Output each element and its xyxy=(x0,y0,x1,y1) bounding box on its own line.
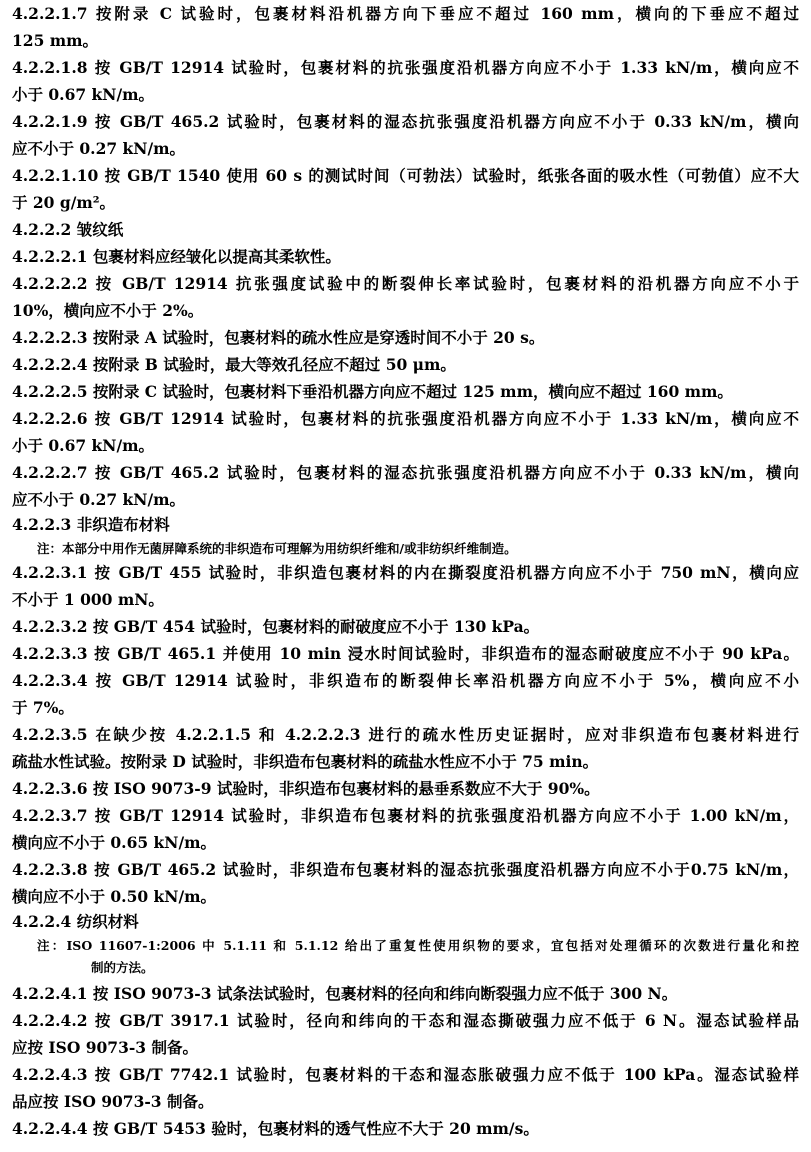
clause-continuation: 应按 ISO 9073-3 制备。 xyxy=(12,1038,198,1057)
note-nonwoven: 注：本部分中用作无菌屏障系统的非织造布可理解为用纺织纤维和/或非纺织纤维制造。 xyxy=(37,541,517,556)
clause-4-2-2-4-3: 4.2.2.4.3 按 GB/T 7742.1 试验时，包裹材料的干态和湿态胀破强力应不低于 100 kPa。湿态试验样 xyxy=(12,1065,799,1084)
clause-continuation: 应不小于 0.27 kN/m。 xyxy=(12,139,186,158)
clause-continuation: 横向应不小于 0.50 kN/m。 xyxy=(12,887,217,906)
clause-continuation: 应不小于 0.27 kN/m。 xyxy=(12,490,186,509)
clause-continuation: 小于 0.67 kN/m。 xyxy=(12,85,155,104)
clause-4-2-2-4-1: 4.2.2.4.1 按 ISO 9073-3 试条法试验时，包裹材料的径向和纬向断裂强力应不低于 300 N。 xyxy=(12,984,678,1003)
note-textile: 注：ISO 11607-1:2006 中 5.1.11 和 5.1.12 给出了重复性使用织物的要求，宜包括对处理循环的次数进行量化和控 xyxy=(37,938,799,953)
clause-continuation: 125 mm。 xyxy=(12,31,99,50)
clause-4-2-2-4-4: 4.2.2.4.4 按 GB/T 5453 验时，包裹材料的透气性应不大于 20 mm/s。 xyxy=(12,1119,539,1138)
clause-continuation: 小于 0.67 kN/m。 xyxy=(12,436,155,455)
clause-4-2-2-2-2: 4.2.2.2.2 按 GB/T 12914 抗张强度试验中的断裂伸长率试验时，包裹材料的沿机器方向应不小于 xyxy=(12,274,799,293)
clause-4-2-2-3-5: 4.2.2.3.5 在缺少按 4.2.2.1.5 和 4.2.2.2.3 进行的疏水性历史证据时，应对非织造布包裹材料进行 xyxy=(12,725,799,744)
clause-4-2-2-2-4: 4.2.2.2.4 按附录 B 试验时，最大等效孔径应不超过 50 μm。 xyxy=(12,355,456,374)
note-textile-continuation: 制的方法。 xyxy=(91,960,154,975)
section-heading-nonwoven: 4.2.2.3 非织造布材料 xyxy=(12,515,170,534)
clause-4-2-2-2-5: 4.2.2.2.5 按附录 C 试验时，包裹材料下垂沿机器方向应不超过 125 mm，横向应不超过 160 mm。 xyxy=(12,382,733,401)
section-heading-textile: 4.2.2.4 纺织材料 xyxy=(12,912,139,931)
clause-4-2-2-3-8: 4.2.2.3.8 按 GB/T 465.2 试验时，非织造布包裹材料的湿态抗张强度沿机器方向应不小于0.75 kN/m， xyxy=(12,860,799,879)
clause-continuation: 于 20 g/m²。 xyxy=(12,193,116,212)
clause-continuation: 10%，横向应不小于 2%。 xyxy=(12,301,204,320)
clause-4-2-2-2-1: 4.2.2.2.1 包裹材料应经皱化以提高其柔软性。 xyxy=(12,247,341,266)
clause-4-2-2-3-1: 4.2.2.3.1 按 GB/T 455 试验时，非织造包裹材料的内在撕裂度沿机器方向应不小于 750 mN，横向应 xyxy=(12,563,799,582)
clause-4-2-2-1-8: 4.2.2.1.8 按 GB/T 12914 试验时，包裹材料的抗张强度沿机器方向应不小于 1.33 kN/m，横向应不 xyxy=(12,58,799,77)
clause-4-2-2-3-3: 4.2.2.3.3 按 GB/T 465.1 并使用 10 min 浸水时间试验时，非织造布的湿态耐破度应不小于 90 kPa。 xyxy=(12,644,799,663)
clause-4-2-2-2-6: 4.2.2.2.6 按 GB/T 12914 试验时，包裹材料的抗张强度沿机器方向应不小于 1.33 kN/m，横向应不 xyxy=(12,409,799,428)
clause-4-2-2-2-3: 4.2.2.2.3 按附录 A 试验时，包裹材料的疏水性应是穿透时间不小于 20 s。 xyxy=(12,328,545,347)
clause-continuation: 品应按 ISO 9073-3 制备。 xyxy=(12,1092,214,1111)
clause-continuation: 疏盐水性试验。按附录 D 试验时，非织造布包裹材料的疏盐水性应不小于 75 min。 xyxy=(12,752,599,771)
clause-4-2-2-1-10: 4.2.2.1.10 按 GB/T 1540 使用 60 s 的测试时间（可勃法）试验时，纸张各面的吸水性（可勃值）应不大 xyxy=(12,166,799,185)
clause-4-2-2-1-9: 4.2.2.1.9 按 GB/T 465.2 试验时，包裹材料的湿态抗张强度沿机器方向应不小于 0.33 kN/m，横向 xyxy=(12,112,799,131)
section-heading-crepe-paper: 4.2.2.2 皱纹纸 xyxy=(12,220,124,239)
clause-continuation: 于 7%。 xyxy=(12,698,74,717)
clause-4-2-2-3-6: 4.2.2.3.6 按 ISO 9073-9 试验时，非织造布包裹材料的悬垂系数应不大于 90%。 xyxy=(12,779,600,798)
clause-4-2-2-3-4: 4.2.2.3.4 按 GB/T 12914 试验时，非织造布的断裂伸长率沿机器方向应不小于 5%，横向应不小 xyxy=(12,671,799,690)
clause-continuation: 横向应不小于 0.65 kN/m。 xyxy=(12,833,217,852)
clause-4-2-2-2-7: 4.2.2.2.7 按 GB/T 465.2 试验时，包裹材料的湿态抗张强度沿机器方向应不小于 0.33 kN/m，横向 xyxy=(12,463,799,482)
clause-4-2-2-3-7: 4.2.2.3.7 按 GB/T 12914 试验时，非织造布包裹材料的抗张强度沿机器方向应不小于 1.00 kN/m， xyxy=(12,806,799,825)
clause-4-2-2-1-7: 4.2.2.1.7 按附录 C 试验时，包裹材料沿机器方向下垂应不超过 160 mm，横向的下垂应不超过 xyxy=(12,4,799,23)
clause-continuation: 不小于 1 000 mN。 xyxy=(12,590,164,609)
clause-4-2-2-3-2: 4.2.2.3.2 按 GB/T 454 试验时，包裹材料的耐破度应不小于 130 kPa。 xyxy=(12,617,540,636)
clause-4-2-2-4-2: 4.2.2.4.2 按 GB/T 3917.1 试验时，径向和纬向的干态和湿态撕破强力应不低于 6 N。湿态试验样品 xyxy=(12,1011,799,1030)
